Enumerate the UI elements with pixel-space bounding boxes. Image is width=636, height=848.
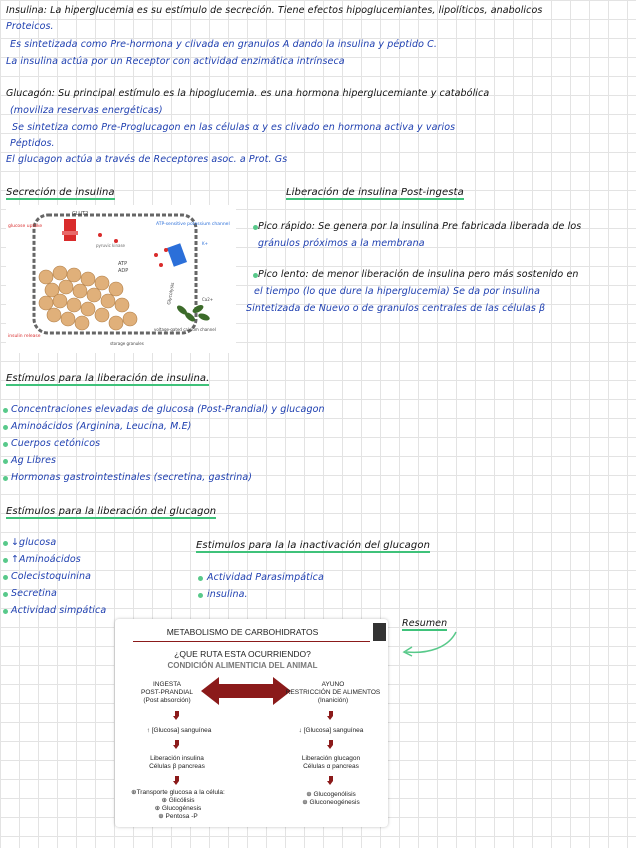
storage-granules-label: storage granules xyxy=(110,341,144,346)
glucose-uptake-label: glucose uptake xyxy=(8,224,43,229)
left-outcomes xyxy=(121,789,235,821)
summary-card xyxy=(115,619,388,827)
left-out-line: ⊕ Pentosa -P xyxy=(158,813,198,820)
insulina-line-4: La insulina actúa por un Receptor con actividad enzimática intrínseca xyxy=(6,56,345,67)
estimulo-insulina-item: Ag Libres xyxy=(11,455,57,466)
pico-lento-line-1: Pico lento: de menor liberación de insulina pero más sostenido en xyxy=(258,269,579,280)
estimulo-glucagon-item: Colecistoquinina xyxy=(11,571,92,582)
atp-label: ATP xyxy=(118,261,128,267)
pico-rapido-line-1: Pico rápido: Se genera por la insulina Pre fabricada liberada de los xyxy=(258,221,582,232)
down-arrow-icon xyxy=(327,711,334,720)
right-out-line: ⊕ Gluconeogénesis xyxy=(302,799,360,806)
estimulos-glucagon-heading: Estímulos para la liberación del glucagon xyxy=(6,506,217,517)
glucagon-line-3: Se sintetiza como Pre-Proglucagon en las células α y es clivado en hormona activa y varios xyxy=(12,122,456,133)
glucagon-line-4: Péptidos. xyxy=(10,138,55,149)
glut2-label: GLUT2 xyxy=(72,211,89,217)
bullet-dot xyxy=(3,541,8,546)
share-badge-icon xyxy=(373,623,386,641)
bullet-dot xyxy=(198,593,203,598)
glucagon-line-1: Glucagón: Su principal estímulo es la hipoglucemia. es una hormona hiperglucemiante y catabólica xyxy=(6,88,490,99)
left-glucose: ↑ [Glucosa] sanguínea xyxy=(146,727,212,734)
right-head xyxy=(283,681,383,705)
pico-lento-line-3: Sintetizada de Nuevo o de granulos centrales de las células β xyxy=(246,303,546,314)
glycolysis-label: Glycolysis xyxy=(167,282,177,306)
estimulo-insulina-item: Cuerpos cetónicos xyxy=(11,438,101,449)
bullet-dot xyxy=(198,576,203,581)
double-arrow-icon xyxy=(201,677,291,705)
down-arrow-icon xyxy=(327,740,334,749)
card-question: ¿QUE RUTA ESTA OCURRIENDO? xyxy=(174,649,311,659)
right-head-line: RESTRICCIÓN DE ALIMENTOS xyxy=(285,689,381,696)
beta-cell-figure xyxy=(6,205,236,353)
resumen-arrow-icon xyxy=(398,630,460,660)
liberacion-heading: Liberación de insulina Post-ingesta xyxy=(286,187,464,198)
right-glucose: ↓ [Glucosa] sanguínea xyxy=(298,727,364,734)
card-condition: CONDICIÓN ALIMENTICIA DEL ANIMAL xyxy=(167,661,318,670)
bullet-dot xyxy=(3,442,8,447)
insulina-line-1: Insulina: La hiperglucemia es su estímulo de secreción. Tiene efectos hipoglucemiantes, lipolíticos, anabolicos xyxy=(6,5,543,16)
bullet-dot xyxy=(3,476,8,481)
right-lib-line: Liberación glucagon xyxy=(301,755,361,762)
secrecion-heading: Secreción de insulina xyxy=(6,187,115,198)
insulina-line-2: Proteicos. xyxy=(6,21,54,32)
pyruvic-kinase-label: pyruvic kinase xyxy=(96,243,125,248)
estimulo-glucagon-item: ↑Aminoácidos xyxy=(11,554,81,565)
inactivacion-item: Actividad Parasimpática xyxy=(207,572,324,583)
resumen-label: Resumen xyxy=(402,618,448,629)
right-out-line: ⊕ Glucogenólisis xyxy=(306,791,356,798)
down-arrow-icon xyxy=(327,776,334,785)
left-out-line: ⊕ Glicólisis xyxy=(161,797,195,804)
ca-label: Ca2+ xyxy=(202,297,214,302)
katp-label: ATP-sensitive potassium channel xyxy=(156,222,230,227)
right-outcomes xyxy=(281,791,381,807)
right-head-line: AYUNO xyxy=(321,681,345,688)
glucagon-line-5: El glucagon actúa a través de Receptores asoc. a Prot. Gs xyxy=(6,154,288,165)
estimulo-insulina-item: Aminoácidos (Arginina, Leucina, M.E) xyxy=(11,421,192,432)
left-head xyxy=(127,681,207,705)
estimulo-insulina-item: Hormonas gastrointestinales (secretina, gastrina) xyxy=(11,472,253,483)
estimulo-glucagon-item: ↓glucosa xyxy=(11,537,57,548)
estimulo-glucagon-item: Secretina xyxy=(11,588,57,599)
down-arrow-icon xyxy=(173,711,180,720)
pico-rapido-line-2: gránulos próximos a la membrana xyxy=(258,238,425,249)
card-rule xyxy=(133,641,370,642)
left-out-line: ⊕ Glucogénesis xyxy=(154,805,202,812)
inactivacion-heading: Estimulos para la la inactivación del glucagon xyxy=(196,540,431,551)
insulin-release-label: insulin release xyxy=(8,334,41,339)
left-out-line: ⊕Transporte glucosa a la célula: xyxy=(131,789,225,796)
left-head-line: (Post absorción) xyxy=(143,697,191,704)
k-label: K+ xyxy=(202,241,208,246)
bullet-dot xyxy=(3,459,8,464)
glucagon-line-2: (moviliza reservas energéticas) xyxy=(10,105,163,116)
down-arrow-icon xyxy=(173,740,180,749)
bullet-dot xyxy=(3,408,8,413)
estimulos-insulina-heading: Estímulos para la liberación de insulina. xyxy=(6,373,210,384)
inactivacion-item: insulina. xyxy=(207,589,248,600)
left-lib-line: Células β pancreas xyxy=(149,763,205,770)
left-lib-line: Liberación insulina xyxy=(150,755,204,762)
left-head-line: POST-PRANDIAL xyxy=(140,689,193,696)
estimulo-glucagon-item: Actividad simpática xyxy=(11,605,107,616)
right-lib-line: Células α pancreas xyxy=(303,763,359,770)
bullet-dot xyxy=(3,425,8,430)
calcium-channel-label: voltage-gated calcium channel xyxy=(154,327,216,332)
down-arrow-icon xyxy=(173,776,180,785)
card-title: METABOLISMO DE CARBOHIDRATOS xyxy=(166,627,319,637)
bullet-dot xyxy=(3,592,8,597)
left-head-line: INGESTA xyxy=(152,681,182,688)
bullet-dot xyxy=(3,575,8,580)
left-liberation xyxy=(127,755,227,771)
right-liberation xyxy=(281,755,381,771)
bullet-dot xyxy=(3,558,8,563)
pico-lento-line-2: el tiempo (lo que dure la hiperglucemia) Se da por insulina xyxy=(254,286,541,297)
adp-label: ADP xyxy=(118,268,129,274)
bullet-dot xyxy=(3,609,8,614)
right-head-line: (Inanición) xyxy=(317,697,349,704)
estimulo-insulina-item: Concentraciones elevadas de glucosa (Post-Prandial) y glucagon xyxy=(11,404,325,415)
insulina-line-3: Es sintetizada como Pre-hormona y clivada en granulos A dando la insulina y péptido C. xyxy=(10,39,437,50)
